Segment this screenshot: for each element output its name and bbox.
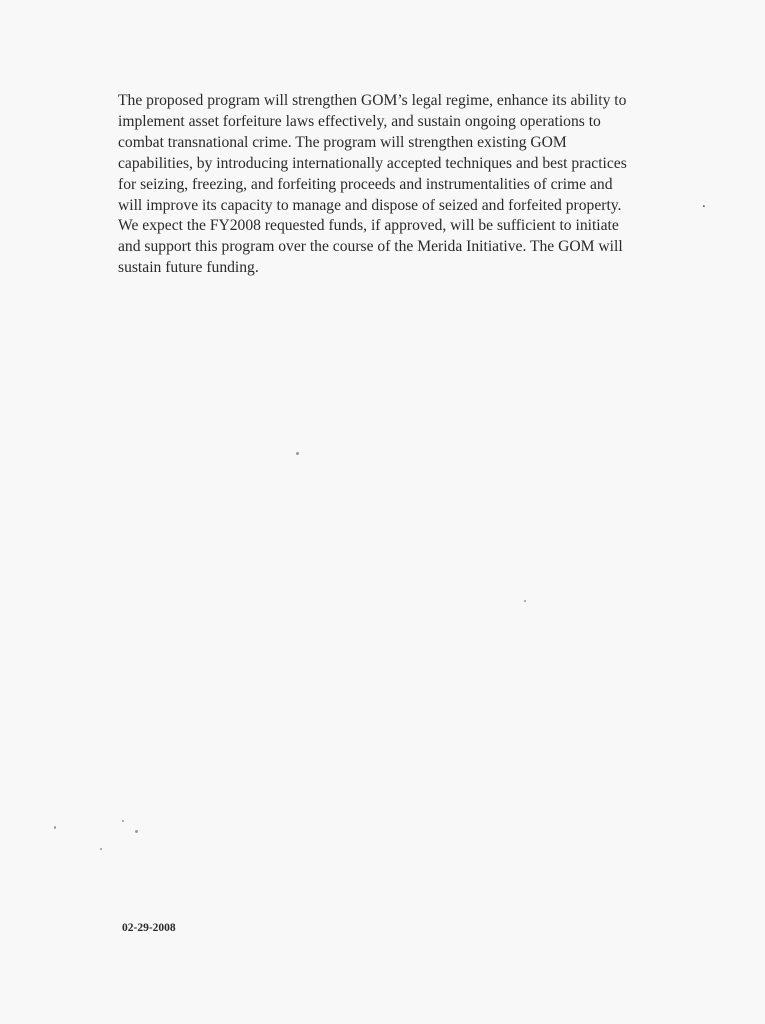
scan-speck <box>135 830 138 833</box>
paragraph-line: The proposed program will strengthen GOM’s legal regime, enhance its ability to <box>118 92 627 109</box>
paragraph-line: We expect the FY2008 requested funds, if approved, will be sufficient to initiate <box>118 217 619 235</box>
footer-date: 02-29-2008 <box>122 922 176 934</box>
paragraph-line: combat transnational crime. The program will strengthen existing GOM <box>118 133 567 151</box>
paragraph-line: sustain future funding. <box>118 259 259 277</box>
paragraph-line: capabilities, by introducing internationally accepted techniques and best practices <box>118 154 627 172</box>
scan-speck <box>122 820 124 822</box>
paragraph-line: and support this program over the course of the Merida Initiative. The GOM will <box>118 238 623 256</box>
body-paragraph <box>118 91 718 279</box>
scan-speck <box>100 848 102 850</box>
paragraph-line: will improve its capacity to manage and dispose of seized and forfeited property. <box>118 196 622 214</box>
scan-speck <box>524 600 526 602</box>
scan-speck <box>54 826 56 829</box>
paragraph-line: for seizing, freezing, and forfeiting proceeds and instrumentalities of crime and <box>118 175 613 193</box>
scan-speck <box>296 452 299 455</box>
stray-period-mark: . <box>702 195 706 211</box>
paragraph-line: implement asset forfeiture laws effectively, and sustain ongoing operations to <box>118 112 601 130</box>
